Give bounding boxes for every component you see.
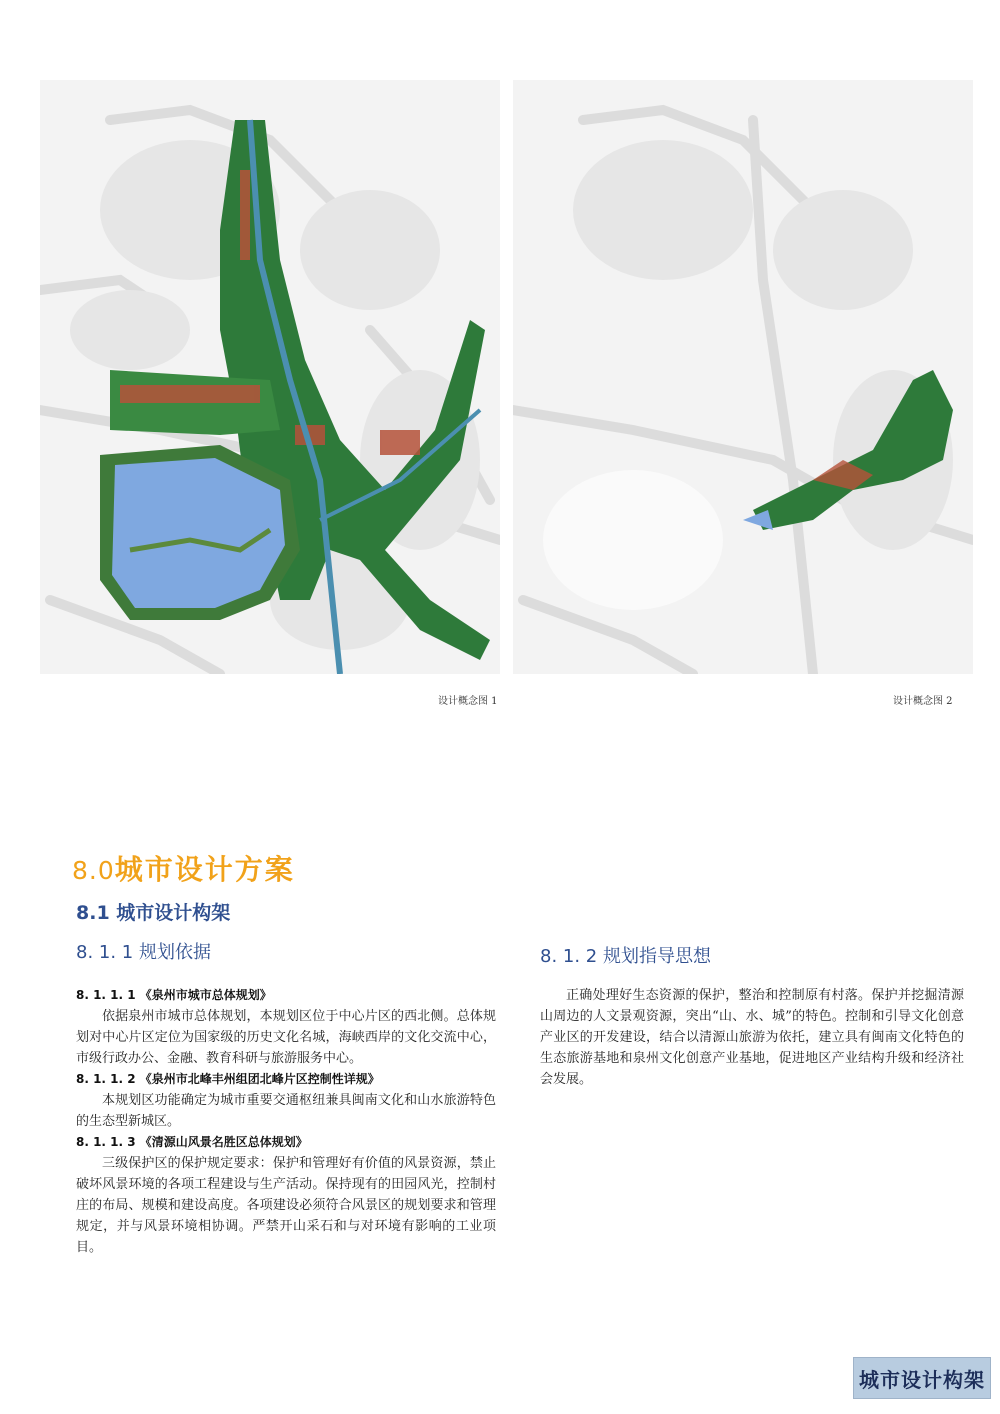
concept-map-2-graphic [513, 80, 973, 674]
section-number: 8.0 [72, 856, 115, 885]
item-2-label: 8. 1. 1. 2 《泉州市北峰丰州组团北峰片区控制性详规》 [76, 1072, 380, 1086]
figure-caption-2: 设计概念图 2 [893, 696, 953, 707]
right-column-heading: 8. 1. 2 规划指导思想 [540, 946, 711, 967]
item-3-text: 三级保护区的保护规定要求：保护和管理好有价值的风景资源，禁止破坏风景环境的各项工程建设与生产活动。保持现有的田园风光，控制村庄的布局、规模和建设高度。各项建设必须符合风景区的规划要求和管理规定，并与风景环境相协调。严禁开山采石和与对环境有影响的工业项目。 [76, 1156, 496, 1255]
concept-map-1-graphic [40, 80, 500, 674]
section-title-text: 城市设计方案 [114, 853, 295, 886]
design-concept-map-1 [40, 80, 500, 674]
footer-section-tab: 城市设计构架 [853, 1357, 991, 1399]
section-title [72, 848, 295, 888]
item-1-label: 8. 1. 1. 1 《泉州市城市总体规划》 [76, 988, 272, 1002]
item-3-label: 8. 1. 1. 3 《清源山风景名胜区总体规划》 [76, 1135, 308, 1149]
left-column [76, 985, 496, 1258]
item-1-text: 依据泉州市城市总体规划，本规划区位于中心片区的西北侧。总体规划对中心片区定位为国家级的历史文化名城，海峡西岸的文化交流中心，市级行政办公、金融、教育科研与旅游服务中心。 [76, 1009, 496, 1066]
item-2-text: 本规划区功能确定为城市重要交通枢纽兼具闽南文化和山水旅游特色的生态型新城区。 [76, 1093, 496, 1129]
left-column-heading: 8. 1. 1 规划依据 [76, 942, 211, 963]
subsection-title: 8.1 城市设计构架 [76, 902, 231, 924]
right-column [540, 985, 964, 1090]
guiding-thought-text: 正确处理好生态资源的保护，整治和控制原有村落。保护并挖掘清源山周边的人文景观资源，突出“山、水、城”的特色。控制和引导文化创意产业区的开发建设，结合以清源山旅游为依托，建立具有闽南文化特色的生态旅游基地和泉州文化创意产业基地，促进地区产业结构升级和经济社会发展。 [540, 988, 964, 1087]
design-concept-map-2 [513, 80, 973, 674]
figure-caption-1: 设计概念图 1 [438, 696, 498, 707]
